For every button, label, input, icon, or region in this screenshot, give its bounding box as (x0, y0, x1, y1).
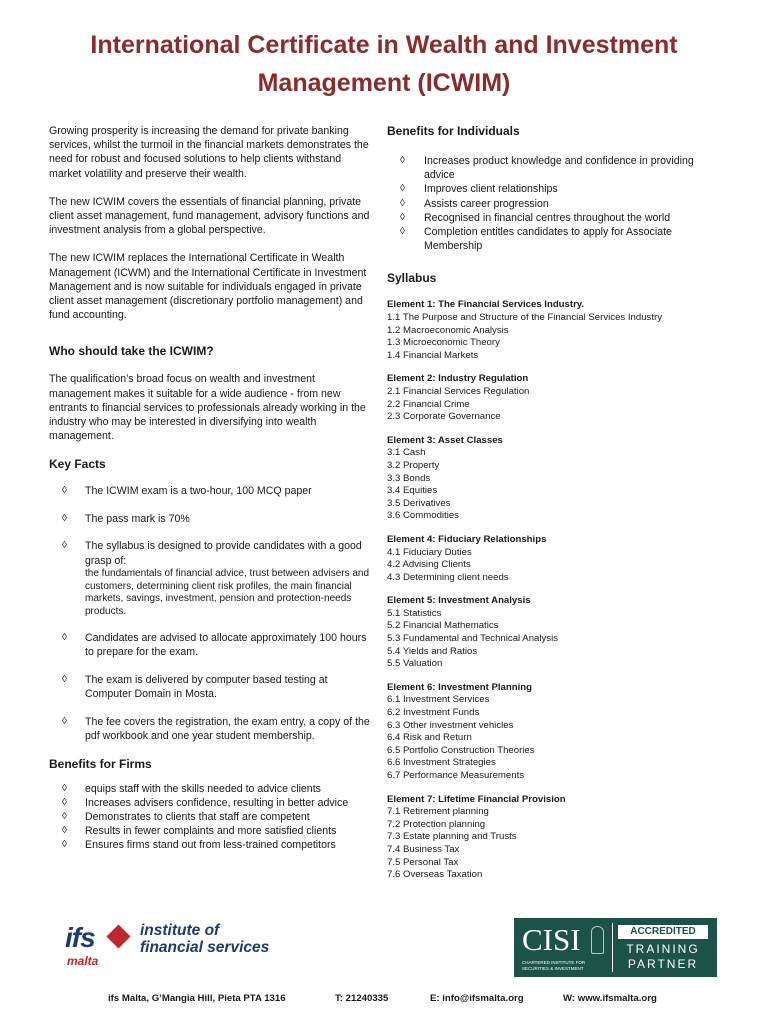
element-item: 4.3 Determining client needs (387, 571, 509, 583)
individuals-benefits-list (387, 154, 717, 253)
list-item (387, 225, 717, 253)
element-item: 3.5 Derivatives (387, 497, 451, 509)
list-item (49, 484, 375, 498)
syllabus-element-3 (387, 435, 717, 523)
footer-address: ifs Malta, G’Mangia Hill, Pieta PTA 1316 (108, 993, 286, 1004)
element-item: 3.3 Bonds (387, 472, 431, 484)
individual-benefit-text: Assists career progression (424, 197, 549, 210)
element-item: 5.3 Fundamental and Technical Analysis (387, 633, 559, 645)
cisi-sub-line-1: CHARTERED INSTITUTE FOR (522, 960, 586, 965)
diamond-bullet-icon: ◊ (62, 512, 67, 524)
list-item (49, 824, 375, 838)
cisi-mark-text: CISI (522, 922, 581, 957)
element-item: 6.4 Risk and Return (387, 732, 472, 744)
element-title: Element 3: Asset Classes (387, 434, 503, 446)
list-item (49, 782, 375, 796)
cisi-crest-icon (591, 926, 604, 954)
cisi-divider (612, 923, 613, 972)
training-text: TRAINING (626, 942, 700, 956)
intro-paragraph-3: The new ICWIM replaces the International Certificate in Wealth Management (ICWM) and the International Certificate in Investment Management and is now suitable for individuals engaged in private client asset management (discretionary portfolio management) and fund accounting. (49, 252, 367, 322)
list-item (49, 512, 375, 526)
list-item (49, 673, 375, 702)
element-item: 7.1 Retirement planning (387, 806, 489, 818)
diamond-bullet-icon: ◊ (400, 226, 405, 238)
element-item: 7.5 Personal Tax (387, 856, 459, 868)
diamond-bullet-icon: ◊ (62, 540, 67, 552)
list-item (387, 182, 717, 196)
intro-paragraph-2: The new ICWIM covers the essentials of financial planning, private client asset management, fund management, advisory functions and investment analysis from a global perspective. (49, 195, 370, 237)
intro-paragraph-1: Growing prosperity is increasing the demand for private banking services, whilst the turmoil in the financial markets demonstrates the need for robust and focused solutions to help clients withstand market volatility and preserve their wealth. (49, 125, 369, 180)
element-item: 1.3 Microeconomic Theory (387, 337, 500, 349)
syllabus-elements (387, 299, 717, 881)
list-item (49, 631, 375, 660)
firm-benefit-text: equips staff with the skills needed to advice clients (85, 782, 321, 795)
element-item: 6.3 Other investment vehicles (387, 719, 514, 731)
list-item (387, 197, 717, 211)
diamond-bullet-icon: ◊ (62, 715, 67, 727)
element-item: 5.1 Statistics (387, 607, 442, 619)
element-item: 2.2 Financial Crime (387, 398, 470, 410)
individual-benefit-text: Recognised in financial centres throughout the world (424, 211, 671, 224)
element-item: 7.4 Business Tax (387, 843, 460, 855)
diamond-bullet-icon: ◊ (400, 183, 405, 195)
accredited-badge: ACCREDITED (618, 925, 708, 939)
page-title (0, 26, 768, 102)
list-item (49, 838, 375, 852)
ifs-mark-text: ifs (65, 922, 95, 953)
key-fact-text: The exam is delivered by computer based testing at Computer Domain in Mosta. (85, 673, 328, 701)
key-fact-subtext: the fundamentals of financial advice, trust between advisers and customers, determining client risk profiles, the main financial markets, savings, investment, pension and protection-needs products. (85, 568, 370, 617)
key-fact-text: The pass mark is 70% (85, 512, 190, 525)
individual-benefit-text: Increases product knowledge and confidence in providing advice (424, 155, 694, 182)
firm-benefit-text: Ensures firms stand out from less-trained competitors (85, 839, 336, 852)
individual-benefit-text: Improves client relationships (424, 183, 558, 196)
diamond-bullet-icon: ◊ (62, 632, 67, 644)
element-title: Element 7: Lifetime Financial Provision (387, 793, 566, 805)
who-heading: Who should take the ICWIM? (49, 344, 214, 359)
element-title: Element 5: Investment Analysis (387, 595, 531, 607)
diamond-bullet-icon: ◊ (62, 485, 67, 497)
element-item: 2.1 Financial Services Regulation (387, 385, 530, 397)
element-item: 1.2 Macroeconomic Analysis (387, 324, 509, 336)
cisi-sub-line-2: SECURITIES & INVESTMENT (522, 966, 584, 971)
ifs-region-text: malta (67, 954, 99, 968)
syllabus-element-6 (387, 682, 717, 783)
list-item (387, 211, 717, 225)
diamond-bullet-icon: ◊ (62, 810, 67, 822)
element-item: 5.2 Financial Mathematics (387, 620, 499, 632)
element-item: 7.3 Estate planning and Trusts (387, 831, 517, 843)
firm-benefit-text: Results in fewer complaints and more satisfied clients (85, 825, 337, 838)
who-paragraph: The qualification’s broad focus on wealth and investment management makes it suitable for a wide audience - from new entrants to financial services to professionals already working in the industry who may be interested in diversifying into wealth management. (49, 373, 366, 443)
footer-contact (0, 993, 768, 1009)
ifs-name-line-1: institute of (140, 922, 220, 939)
key-facts-list (49, 484, 375, 743)
element-item: 2.3 Corporate Governance (387, 411, 501, 423)
diamond-bullet-icon: ◊ (62, 673, 67, 685)
element-item: 6.6 Investment Strategies (387, 757, 496, 769)
element-item: 3.2 Property (387, 459, 440, 471)
diamond-bullet-icon: ◊ (400, 197, 405, 209)
diamond-bullet-icon: ◊ (62, 796, 67, 808)
element-title: Element 4: Fiduciary Relationships (387, 533, 547, 545)
key-fact-text: The fee covers the registration, the exam entry, a copy of the pdf workbook and one year student membership. (85, 715, 370, 743)
syllabus-heading: Syllabus (387, 271, 437, 286)
list-item (387, 154, 717, 182)
individual-benefit-text: Completion entitles candidates to apply for Associate Membership (424, 226, 672, 253)
key-fact-text: The ICWIM exam is a two-hour, 100 MCQ paper (85, 485, 312, 498)
list-item (49, 539, 375, 618)
right-column (387, 124, 717, 893)
footer-email[interactable]: E: info@ifsmalta.org (430, 993, 524, 1004)
footer-website[interactable]: W: www.ifsmalta.org (563, 993, 657, 1004)
cisi-accredited-logo (514, 918, 717, 977)
element-item: 1.1 The Purpose and Structure of the Financial Services Industry (387, 312, 662, 324)
key-facts-heading: Key Facts (49, 457, 106, 472)
key-fact-text: The syllabus is designed to provide candidates with a good grasp of: (85, 540, 362, 567)
syllabus-element-7 (387, 794, 717, 882)
diamond-bullet-icon: ◊ (400, 155, 405, 166)
list-item (49, 715, 375, 744)
element-item: 3.1 Cash (387, 447, 426, 459)
diamond-bullet-icon: ◊ (400, 211, 405, 223)
element-item: 6.2 Investment Funds (387, 707, 480, 719)
element-item: 4.1 Fiduciary Duties (387, 546, 472, 558)
diamond-bullet-icon: ◊ (62, 825, 67, 837)
left-column (49, 124, 375, 853)
diamond-bullet-icon: ◊ (62, 782, 67, 794)
list-item (49, 796, 375, 810)
syllabus-element-1 (387, 299, 717, 362)
element-item: 5.5 Valuation (387, 658, 443, 670)
element-item: 7.6 Overseas Taxation (387, 869, 483, 881)
footer-phone: T: 21240335 (335, 993, 389, 1004)
element-item: 4.2 Advising Clients (387, 559, 471, 571)
element-item: 1.4 Financial Markets (387, 349, 479, 361)
element-title: Element 2: Industry Regulation (387, 373, 529, 385)
title-line-1: International Certificate in Wealth and Investment (90, 31, 678, 59)
element-title: Element 6: Investment Planning (387, 681, 533, 693)
partner-text: PARTNER (627, 957, 699, 971)
element-item: 6.5 Portfolio Construction Theories (387, 744, 535, 756)
element-item: 6.7 Performance Measurements (387, 770, 525, 782)
ifs-diamond-icon (106, 924, 130, 948)
syllabus-element-5 (387, 595, 717, 671)
firms-benefits-list (49, 782, 375, 853)
ifs-name-line-2: financial services (140, 939, 270, 956)
title-line-2: Management (ICWIM) (257, 69, 511, 97)
element-item: 6.1 Investment Services (387, 694, 490, 706)
element-title: Element 1: The Financial Services Industry. (387, 299, 585, 311)
diamond-bullet-icon: ◊ (62, 839, 67, 851)
element-item: 3.4 Equities (387, 485, 438, 497)
syllabus-element-4 (387, 534, 717, 584)
individuals-heading: Benefits for Individuals (387, 124, 520, 138)
firms-heading: Benefits for Firms (49, 756, 152, 771)
element-item: 3.6 Commodities (387, 510, 459, 522)
element-item: 7.2 Protection planning (387, 818, 486, 830)
firm-benefit-text: Increases advisers confidence, resulting in better advice (85, 796, 349, 809)
ifs-malta-logo (63, 920, 283, 970)
list-item (49, 810, 375, 824)
element-item: 5.4 Yields and Ratios (387, 645, 478, 657)
syllabus-element-2 (387, 373, 717, 423)
firm-benefit-text: Demonstrates to clients that staff are competent (85, 810, 310, 823)
key-fact-text: Candidates are advised to allocate approximately 100 hours to prepare for the exam. (85, 632, 367, 659)
